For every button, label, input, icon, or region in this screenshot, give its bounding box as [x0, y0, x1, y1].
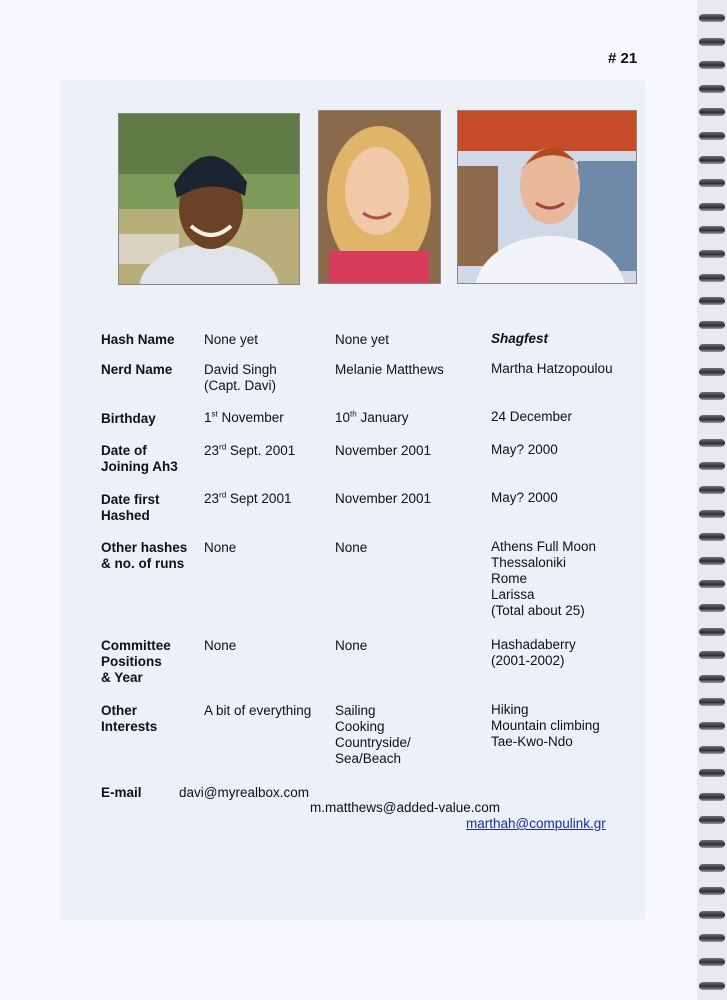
- spiral-ring: [699, 38, 725, 46]
- label-committee: Committee Positions & Year: [101, 638, 171, 685]
- martha-nerd-name: Martha Hatzopoulou: [491, 361, 613, 376]
- david-committee: None: [204, 638, 237, 653]
- david-interests: A bit of everything: [204, 703, 312, 718]
- spiral-ring: [699, 769, 725, 777]
- martha-interests: Hiking Mountain climbing Tae-Kwo-Ndo: [491, 702, 600, 749]
- martha-hash-name: Shagfest: [491, 331, 549, 346]
- melanie-nerd-name: Melanie Matthews: [335, 362, 444, 377]
- david-date-joined: 23rd Sept. 2001: [204, 442, 296, 458]
- spiral-ring: [699, 226, 725, 234]
- martha-date-first: May? 2000: [491, 490, 558, 505]
- spiral-ring: [699, 533, 725, 541]
- spiral-ring: [699, 628, 725, 636]
- david-birthday: 1st November: [204, 409, 284, 425]
- spiral-ring: [699, 132, 725, 140]
- spiral-ring: [699, 156, 725, 164]
- photo-david-singh: [118, 113, 300, 285]
- martha-email-link[interactable]: marthah@compulink.gr: [466, 816, 606, 831]
- portrait-turban-man-icon: [119, 114, 299, 284]
- spiral-ring: [699, 203, 725, 211]
- martha-birthday: 24 December: [491, 409, 573, 424]
- label-email: E-mail: [101, 785, 142, 800]
- spiral-ring: [699, 344, 725, 352]
- portrait-redhead-woman-icon: [458, 111, 636, 283]
- spiral-ring: [699, 698, 725, 706]
- spiral-ring: [699, 604, 725, 612]
- label-other-hashes: Other hashes & no. of runs: [101, 540, 188, 571]
- spiral-ring: [699, 297, 725, 305]
- spiral-ring: [699, 108, 725, 116]
- spiral-ring: [699, 14, 725, 22]
- melanie-email[interactable]: m.matthews@added-value.com: [310, 800, 501, 815]
- spiral-ring: [699, 274, 725, 282]
- spiral-ring: [699, 510, 725, 518]
- david-nerd-name: David Singh (Capt. Davi): [204, 362, 277, 393]
- david-email[interactable]: davi@myrealbox.com: [179, 785, 309, 800]
- melanie-other-hashes: None: [335, 540, 368, 555]
- label-date-first-hashed: Date first Hashed: [101, 492, 160, 523]
- melanie-hash-name: None yet: [335, 332, 390, 347]
- spiral-ring: [699, 793, 725, 801]
- label-interests: Other Interests: [101, 703, 158, 734]
- spiral-ring: [699, 958, 725, 966]
- spiral-ring: [699, 462, 725, 470]
- spiral-binding: [697, 0, 727, 1000]
- photo-martha-hatzopoulou: [457, 110, 637, 284]
- spiral-ring: [699, 392, 725, 400]
- spiral-ring: [699, 911, 725, 919]
- spiral-ring: [699, 934, 725, 942]
- melanie-date-joined: November 2001: [335, 443, 432, 458]
- spiral-ring: [699, 321, 725, 329]
- label-hash-name: Hash Name: [101, 332, 175, 347]
- spiral-ring: [699, 840, 725, 848]
- spiral-ring: [699, 61, 725, 69]
- spiral-ring: [699, 415, 725, 423]
- melanie-committee: None: [335, 638, 368, 653]
- page-number: # 21: [608, 50, 638, 67]
- spiral-ring: [699, 816, 725, 824]
- spiral-ring: [699, 179, 725, 187]
- melanie-interests: Sailing Cooking Countryside/ Sea/Beach: [335, 703, 411, 766]
- spiral-ring: [699, 982, 725, 990]
- label-birthday: Birthday: [101, 411, 156, 426]
- david-other-hashes: None: [204, 540, 237, 555]
- spiral-ring: [699, 486, 725, 494]
- martha-date-joined: May? 2000: [491, 442, 558, 457]
- martha-committee: Hashadaberry (2001-2002): [491, 637, 576, 668]
- spiral-ring: [699, 557, 725, 565]
- melanie-birthday: 10th January: [335, 409, 409, 425]
- label-date-joined: Date of Joining Ah3: [101, 443, 178, 474]
- spiral-ring: [699, 864, 725, 872]
- david-date-first: 23rd Sept 2001: [204, 490, 292, 506]
- david-hash-name: None yet: [204, 332, 259, 347]
- spiral-ring: [699, 580, 725, 588]
- spiral-ring: [699, 250, 725, 258]
- martha-other-hashes: Athens Full Moon Thessaloniki Rome Larissa (Total about 25): [491, 539, 597, 618]
- portrait-blonde-woman-icon: [319, 111, 440, 283]
- spiral-ring: [699, 746, 725, 754]
- photo-melanie-matthews: [318, 110, 441, 284]
- spiral-ring: [699, 85, 725, 93]
- spiral-ring: [699, 675, 725, 683]
- spiral-ring: [699, 439, 725, 447]
- spiral-ring: [699, 722, 725, 730]
- label-nerd-name: Nerd Name: [101, 362, 173, 377]
- spiral-ring: [699, 368, 725, 376]
- spiral-ring: [699, 887, 725, 895]
- melanie-date-first: November 2001: [335, 491, 432, 506]
- spiral-ring: [699, 651, 725, 659]
